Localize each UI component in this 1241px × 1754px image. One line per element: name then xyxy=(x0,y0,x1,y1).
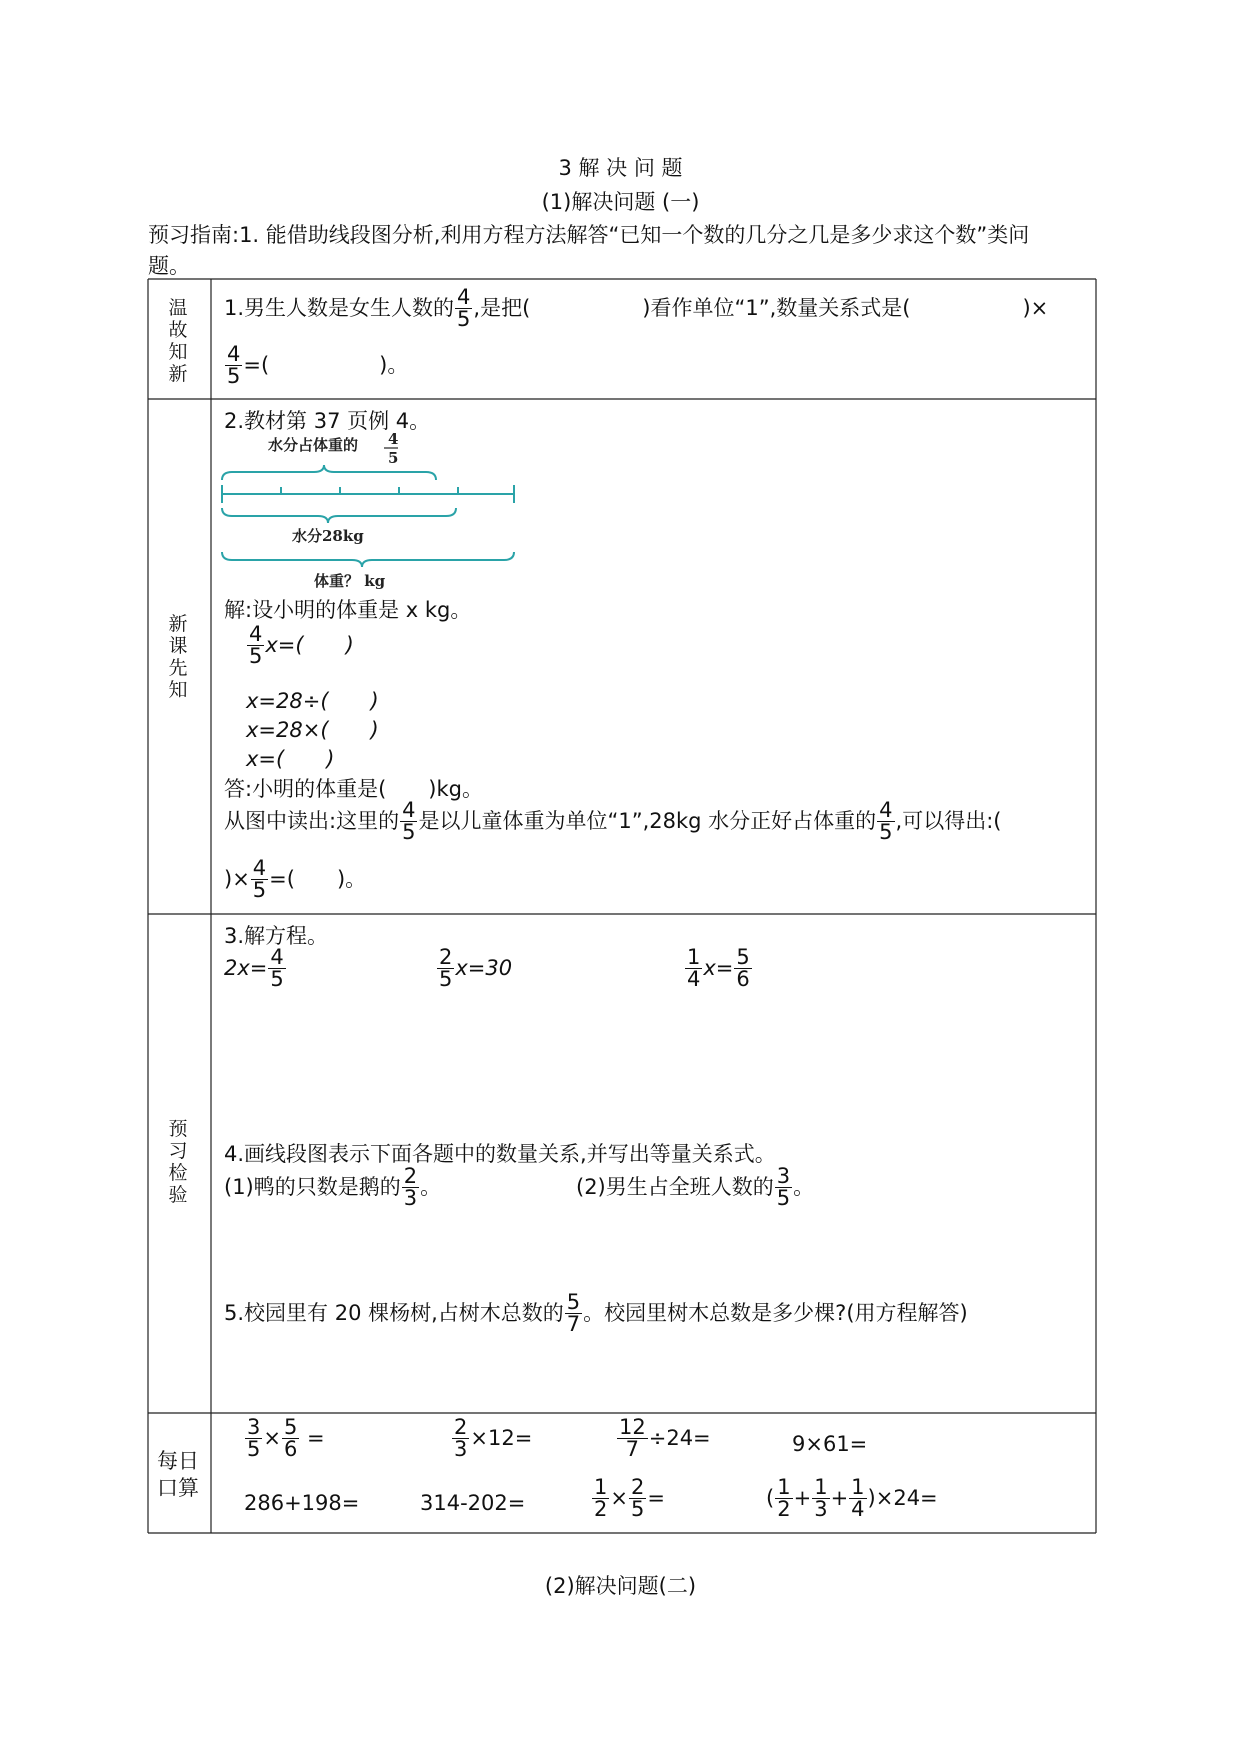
fraction: $\frac{4}{5}$ xyxy=(227,342,241,389)
fraction: $\frac{12}{7}$ xyxy=(619,1415,646,1462)
fraction: $\frac{1}{4}$ xyxy=(687,945,701,992)
fraction: $\frac{1}{3}$ xyxy=(814,1475,828,1522)
next-section-title: (2)解决问题(二) xyxy=(544,1574,697,1598)
reading-line-1: 从图中读出:这里的 $\frac{4}{5}$ 是以儿童体重为单位“1”,28kg 水分正好占体重的 $\frac{4}{5}$ ,可以得出:( xyxy=(224,798,1002,845)
fraction: $\frac{4}{5}$ xyxy=(270,945,284,992)
answer-line: 答:小明的体重是( )kg。 xyxy=(224,777,483,801)
question-4-part-2: (2)男生占全班人数的 $\frac{3}{5}$ 。 xyxy=(576,1164,815,1211)
section-label-review: 温故知新 xyxy=(168,297,188,385)
reading-line-2: )× $\frac{4}{5}$ =( )。 xyxy=(224,856,367,903)
fraction: $\frac{1}{2}$ xyxy=(777,1475,791,1522)
fraction: $\frac{4}{5}$ xyxy=(249,622,263,669)
fraction: $\frac{3}{5}$ xyxy=(247,1415,261,1462)
fraction: $\frac{4}{5}$ xyxy=(879,798,893,845)
guide-line-2: 题。 xyxy=(148,254,190,278)
daily-calc-4: 9×61= xyxy=(792,1432,868,1456)
question-1-line-1: 1.男生人数是女生人数的 $\frac{4}{5}$ ,是把( )看作单位“1”,数量关系式是( )× xyxy=(224,285,1049,332)
question-3-title: 3.解方程。 xyxy=(224,924,329,948)
water-brace xyxy=(222,508,456,523)
fraction: $\frac{5}{7}$ xyxy=(566,1290,581,1337)
fraction: $\frac{4}{5}$ xyxy=(402,798,416,845)
solution-let: 解:设小明的体重是 x kg。 xyxy=(224,598,472,622)
question-5: 5.校园里有 20 棵杨树,占树木总数的 $\frac{5}{7}$ 。校园里树木总数是多少棵?(用方程解答) xyxy=(224,1290,968,1337)
equation-problem-2: $\frac{2}{5}$ x=30 xyxy=(439,945,513,992)
question-4-title: 4.画线段图表示下面各题中的数量关系,并写出等量关系式。 xyxy=(224,1142,776,1166)
daily-calc-6: 314-202= xyxy=(420,1491,526,1515)
page-title: 3 解 决 问 题 xyxy=(558,156,683,180)
page-subtitle: (1)解决问题 (一) xyxy=(541,190,700,214)
daily-calc-5: 286+198= xyxy=(244,1491,360,1515)
fraction: $\frac{4}{5}$ xyxy=(457,285,471,332)
daily-calc-7: $\frac{1}{2}$ × $\frac{2}{5}$ = xyxy=(594,1475,665,1522)
question-1-line-2: $\frac{4}{5}$ =( )。 xyxy=(227,342,409,389)
daily-calc-1: $\frac{3}{5}$ × $\frac{5}{6}$ = xyxy=(247,1415,325,1462)
daily-calc-8: ( $\frac{1}{2}$ + $\frac{1}{3}$ + $\frac{1}{4}$ )×24= xyxy=(766,1475,938,1522)
fraction: $\frac{4}{5}$ xyxy=(252,856,267,903)
daily-calc-3: $\frac{12}{7}$ ÷24= xyxy=(619,1415,711,1462)
guide-line-1: 预习指南:1. 能借助线段图分析,利用方程方法解答“已知一个数的几分之几是多少求这个数”类问 xyxy=(148,223,1030,247)
diagram-bottom-label: 体重？ kg xyxy=(314,572,386,590)
section-label-daily-calc: 每日口算 xyxy=(157,1449,199,1500)
diagram-mid-label: 水分28kg xyxy=(292,527,364,545)
fraction: $\frac{2}{3}$ xyxy=(403,1164,418,1211)
equation-4: x=( ) xyxy=(246,747,335,771)
fraction: $\frac{2}{3}$ xyxy=(454,1415,468,1462)
diagram-top-frac-num: 4 xyxy=(388,432,399,448)
fraction: $\frac{1}{4}$ xyxy=(851,1475,865,1522)
question-2-title: 2.教材第 37 页例 4。 xyxy=(224,409,431,433)
equation-problem-1: 2x= $\frac{4}{5}$ xyxy=(224,945,284,992)
total-brace xyxy=(222,552,514,567)
fraction: $\frac{2}{5}$ xyxy=(439,945,453,992)
daily-calc-2: $\frac{2}{3}$ ×12= xyxy=(454,1415,533,1462)
equation-2: x=28÷( ) xyxy=(246,689,379,713)
equation-1: $\frac{4}{5}$ x=( ) xyxy=(249,622,354,669)
section-label-preview-check: 预习检验 xyxy=(168,1118,188,1206)
fraction: $\frac{2}{5}$ xyxy=(630,1475,645,1522)
equation-problem-3: $\frac{1}{4}$ x= $\frac{5}{6}$ xyxy=(687,945,750,992)
line-segment-diagram xyxy=(218,432,518,607)
fraction: $\frac{5}{6}$ xyxy=(736,945,750,992)
fraction: $\frac{1}{2}$ xyxy=(594,1475,608,1522)
equation-3: x=28×( ) xyxy=(246,718,379,742)
question-4-part-1: (1)鸭的只数是鹅的 $\frac{2}{3}$ 。 xyxy=(224,1164,442,1211)
fraction: $\frac{5}{6}$ xyxy=(283,1415,298,1462)
fraction: $\frac{3}{5}$ xyxy=(776,1164,791,1211)
top-brace xyxy=(222,465,436,480)
diagram-top-frac-den: 5 xyxy=(388,449,399,467)
diagram-top-label: 水分占体重的 xyxy=(268,436,359,454)
section-label-new-lesson: 新课先知 xyxy=(168,613,188,701)
